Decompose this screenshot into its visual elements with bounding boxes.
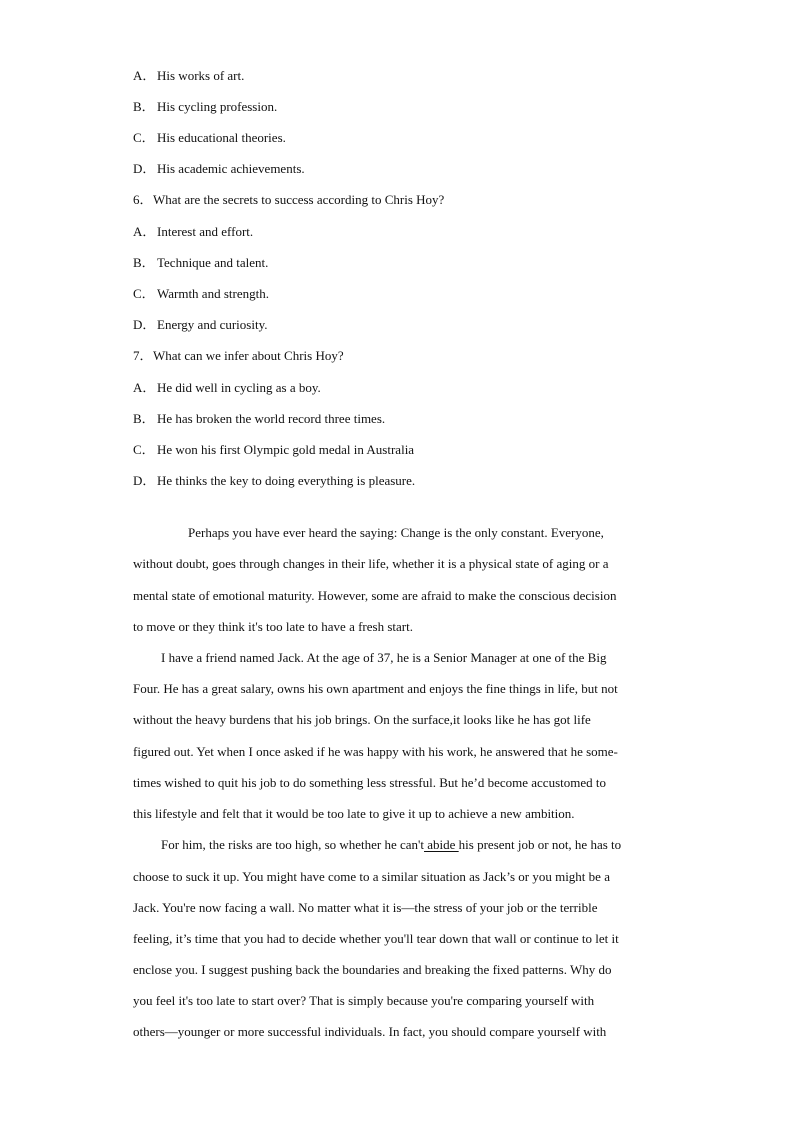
q7-option-a <box>133 380 321 396</box>
option-letter: A． <box>133 224 156 239</box>
option-letter: C． <box>133 442 155 457</box>
passage-p3-line-2: choose to suck it up. You might have come to a similar situation as Jack’s or you might be a <box>133 869 610 884</box>
passage-p3-line-7: others—younger or more successful individuals. In fact, you should compare yourself with <box>133 1024 607 1039</box>
option-text: Warmth and strength. <box>157 286 269 301</box>
option-letter: C． <box>133 286 155 301</box>
passage-p2-line-1: I have a friend named Jack. At the age of 37, he is a Senior Manager at one of the Big <box>161 650 607 665</box>
q7-question <box>133 348 344 364</box>
question-text: What are the secrets to success according to Chris Hoy? <box>153 192 445 207</box>
passage-p3-line-4: feeling, it’s time that you had to decide whether you'll tear down that wall or continue to let it <box>133 931 619 946</box>
option-text: His works of art. <box>157 68 245 83</box>
option-text: Technique and talent. <box>157 255 269 270</box>
passage-p2-line-3: without the heavy burdens that his job brings. On the surface,it looks like he has got life <box>133 712 591 727</box>
q7-option-d <box>133 473 415 489</box>
question-number: 7． <box>133 348 153 363</box>
passage-p1-line-2: without doubt, goes through changes in their life, whether it is a physical state of aging or a <box>133 556 609 571</box>
option-letter: D． <box>133 161 156 176</box>
passage-p2-line-4: figured out. Yet when I once asked if he was happy with his work, he answered that he some- <box>133 744 618 759</box>
passage-p2-line-5: times wished to quit his job to do something less stressful. But he’d become accustomed to <box>133 775 606 790</box>
passage-p2-line-6: this lifestyle and felt that it would be too late to give it up to achieve a new ambition. <box>133 806 575 821</box>
passage-p2-line-2: Four. He has a great salary, owns his own apartment and enjoys the fine things in life, but not <box>133 681 618 696</box>
option-letter: B． <box>133 255 155 270</box>
option-letter: C． <box>133 130 155 145</box>
passage-p1-line-1: Perhaps you have ever heard the saying: Change is the only constant. Everyone, <box>188 525 604 540</box>
q6-question <box>133 192 444 208</box>
passage-p3-line-6: you feel it's too late to start over? That is simply because you're comparing yourself with <box>133 993 595 1008</box>
option-letter: A． <box>133 68 156 83</box>
option-text: He thinks the key to doing everything is pleasure. <box>157 473 416 488</box>
option-text: He did well in cycling as a boy. <box>157 380 321 395</box>
option-text: He has broken the world record three times. <box>157 411 386 426</box>
passage-p1-line-3: mental state of emotional maturity. However, some are afraid to make the conscious decision <box>133 588 617 603</box>
q6-option-d <box>133 317 267 333</box>
option-text: Interest and effort. <box>157 224 254 239</box>
q7-option-c <box>133 442 414 458</box>
option-letter: D． <box>133 317 156 332</box>
option-letter: B． <box>133 411 155 426</box>
question-text: What can we infer about Chris Hoy? <box>153 348 344 363</box>
q6-option-b <box>133 255 268 271</box>
question-number: 6． <box>133 192 153 207</box>
option-text: He won his first Olympic gold medal in Australia <box>157 442 415 457</box>
underlined-word-abide: abide <box>424 837 459 852</box>
option-text: His academic achievements. <box>157 161 305 176</box>
option-text: His cycling profession. <box>157 99 278 114</box>
q6-option-a <box>133 224 253 240</box>
q5-option-a <box>133 68 244 84</box>
option-text: His educational theories. <box>157 130 286 145</box>
passage-p3-line-3: Jack. You're now facing a wall. No matter what it is—the stress of your job or the terrible <box>133 900 598 915</box>
q6-option-c <box>133 286 269 302</box>
q5-option-c <box>133 130 286 146</box>
q5-option-b <box>133 99 277 115</box>
p3-text-after: his present job or not, he has to <box>458 837 622 852</box>
option-letter: A． <box>133 380 156 395</box>
option-letter: D． <box>133 473 156 488</box>
option-letter: B． <box>133 99 155 114</box>
q7-option-b <box>133 411 385 427</box>
q5-option-d <box>133 161 305 177</box>
p3-text-before: For him, the risks are too high, so whether he can't <box>161 837 425 852</box>
passage-p3-line-1 <box>161 837 621 853</box>
passage-p3-line-5: enclose you. I suggest pushing back the boundaries and breaking the fixed patterns. Why do <box>133 962 612 977</box>
option-text: Energy and curiosity. <box>157 317 268 332</box>
passage-p1-line-4: to move or they think it's too late to have a fresh start. <box>133 619 413 634</box>
